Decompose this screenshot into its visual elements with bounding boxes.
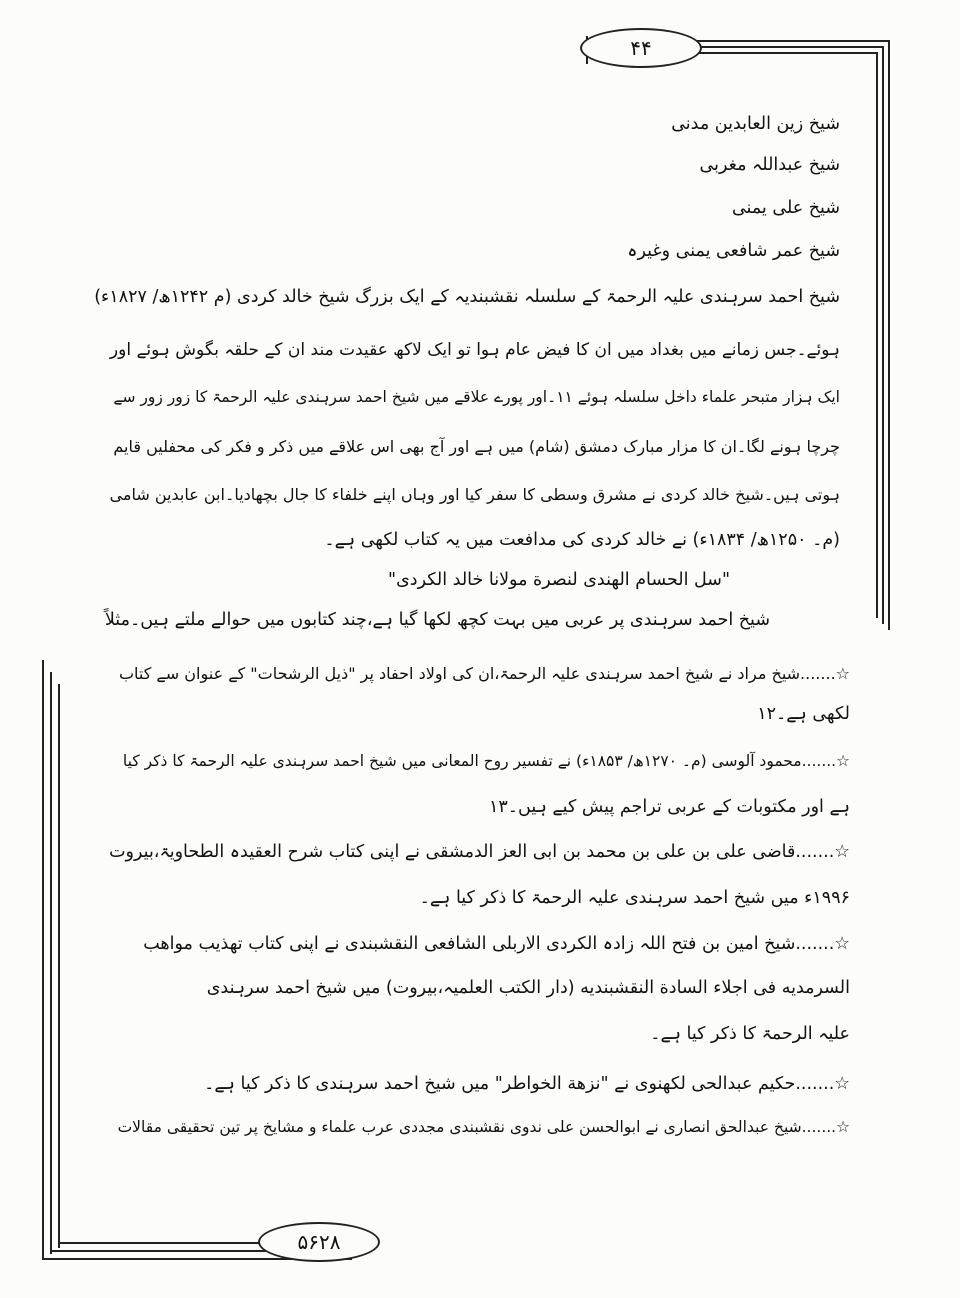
text-line: (م۔ ۱۲۵۰ھ/ ۱۸۳۴ء) نے خالد کردی کی مدافعت میں یہ کتاب لکھی ہے۔	[324, 530, 840, 550]
text-line: ہوئے۔جس زمانے میں بغداد میں ان کا فیض عام ہوا تو ایک لاکھ عقیدت مند ان کے حلقہ بگوش ہوئے اور	[109, 340, 840, 360]
text-line: چرچا ہونے لگا۔ان کا مزار مبارک دمشق (شام) میں ہے اور آج بھی اس علاقے میں ذکر و فکر کی محفلیں قایم	[113, 437, 840, 456]
text-line: ایک ہزار متبحر علماء داخل سلسلہ ہوئے ۱۱۔اور پورے علاقے میں شیخ احمد سرہندی علیہ الرحمۃ کا زور زور سے	[113, 388, 840, 406]
frame-right-line-1	[888, 40, 890, 630]
text-line: شیخ احمد سرہندی پر عربی میں بہت کچھ لکھا گیا ہے،چند کتابوں میں حوالے ملتے ہیں۔مثلاً	[104, 610, 770, 630]
header-page-number: ۴۴	[580, 28, 702, 68]
text-line: ☆.......شیخ مراد نے شیخ احمد سرہندی علیہ الرحمۃ،ان کی اولاد احفاد پر "ذیل الرشحات" کے عنوان سے کتاب	[118, 664, 850, 683]
text-line: ☆.......قاضی علی بن علی بن محمد بن ابی العز الدمشقی نے اپنی کتاب شرح العقیدہ الطحاویۃ،بیروت	[109, 842, 850, 862]
text-line: علیہ الرحمۃ کا ذکر کیا ہے۔	[650, 1024, 850, 1044]
text-line: ☆.......حکیم عبدالحی لکھنوی نے "نزهة الخواطر" میں شیخ احمد سرہندی کا ذکر کیا ہے۔	[204, 1074, 850, 1094]
text-line: شیخ زین العابدین مدنی	[671, 114, 840, 134]
text-line: ☆.......شیخ عبدالحق انصاری نے ابوالحسن علی ندوی نقشبندی مجددی عرب علماء و مشایخ پر تین تحقیقی مقالات	[117, 1118, 850, 1136]
text-line: لکھی ہے۔۱۲	[757, 704, 850, 724]
frame-left-line-3	[58, 684, 60, 1248]
text-line: ۱۹۹۶ء میں شیخ احمد سرہندی علیہ الرحمۃ کا ذکر کیا ہے۔	[419, 888, 850, 908]
text-line: ہوتی ہیں۔شیخ خالد کردی نے مشرق وسطی کا سفر کیا اور وہاں اپنے خلفاء کا جال بچھادیا۔ابن عابدین شامی	[109, 485, 840, 504]
body-text	[94, 100, 850, 1210]
text-line: شیخ احمد سرہندی علیہ الرحمۃ کے سلسلہ نقشبندیہ کے ایک بزرگ شیخ خالد کردی (م ۱۲۴۲ھ/ ۱۸۲۷ء)	[94, 287, 840, 307]
text-line: ☆.......محمود آلوسی (م۔ ۱۲۷۰ھ/ ۱۸۵۳ء) نے تفسیر روح المعانی میں شیخ احمد سرہندی علیہ الرحمۃ کا ذکر کیا	[122, 752, 850, 770]
text-line: شیخ علی یمنی	[731, 198, 840, 218]
text-line: شیخ عمر شافعی یمنی وغیرہ	[627, 241, 840, 261]
text-line: ☆.......شیخ امین بن فتح اللہ زادہ الکردی الاربلی الشافعی النقشبندی نے اپنی کتاب تهذیب مواهب	[143, 934, 850, 954]
frame-left-line-2	[50, 672, 52, 1254]
text-line: شیخ عبداللہ مغربی	[699, 155, 840, 175]
text-line: السرمدیه فی اجلاء السادة النقشبندیه (دار الکتب العلمیہ،بیروت) میں شیخ احمد سرہندی	[206, 978, 850, 998]
text-line: "سل الحسام الهندی لنصرة مولانا خالد الکردی"	[388, 570, 730, 590]
footer-page-number: ۵۶۲۸	[258, 1222, 380, 1262]
frame-right-line-2	[882, 46, 884, 624]
text-line: ہے اور مکتوبات کے عربی تراجم پیش کیے ہیں۔۱۳	[488, 797, 850, 817]
frame-right-line-3	[876, 52, 878, 618]
frame-left-line-1	[42, 660, 44, 1260]
